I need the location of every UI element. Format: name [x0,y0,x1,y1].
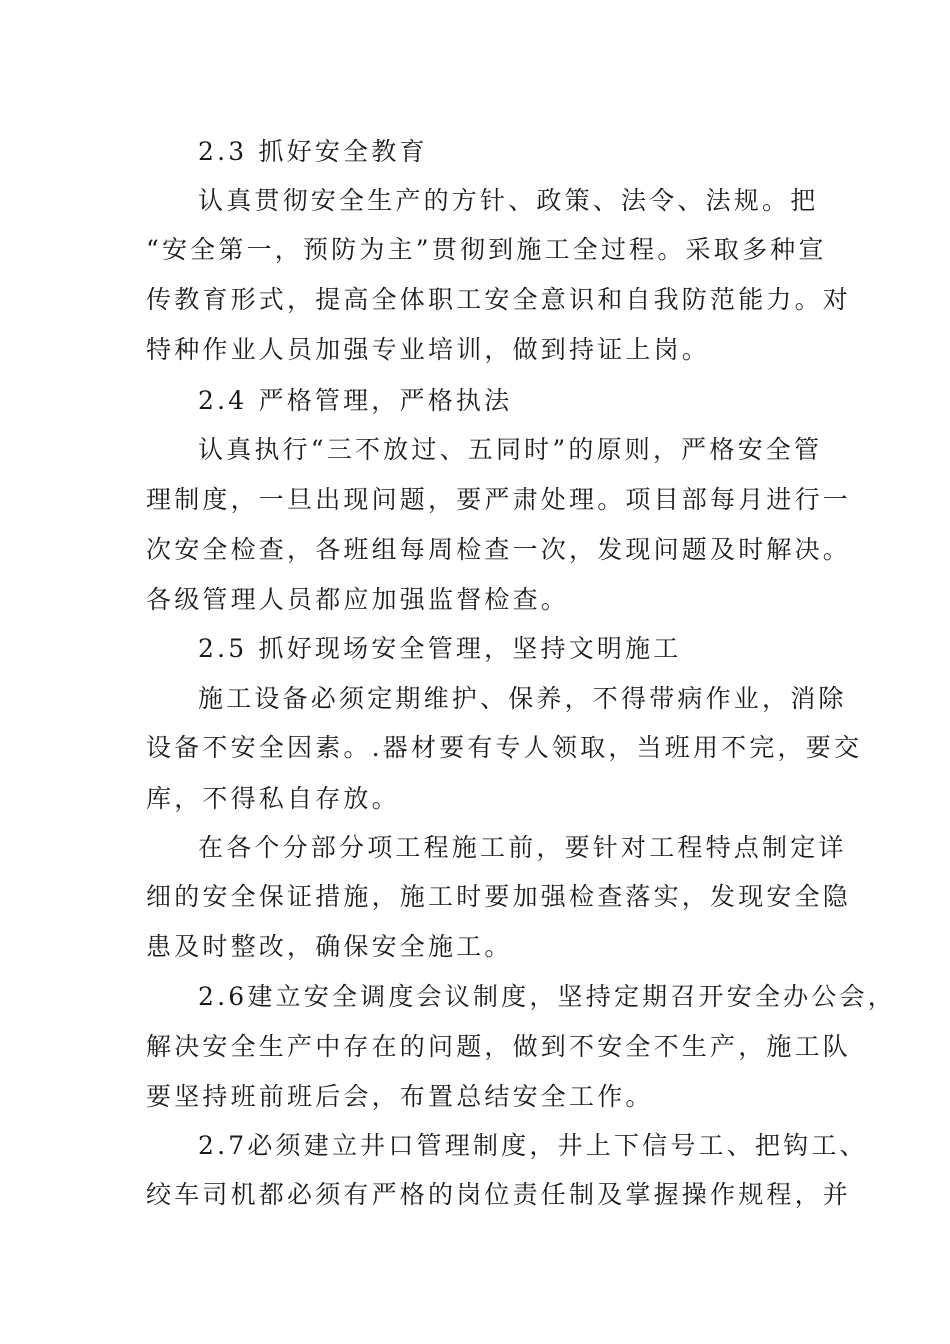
paragraph-line: 特种作业人员加强专业培训，做到持证上岗。 [146,335,711,364]
paragraph-line: 施工设备必须定期维护、保养，不得带病作业，消除 [198,684,847,713]
paragraph-line: 要坚持班前班后会，布置总结安全工作。 [146,1082,654,1111]
section-heading: 2.4 严格管理，严格执法 [198,386,513,415]
paragraph-line: 设备不安全因素。.器材要有专人领取，当班用不完，要交 [146,733,863,762]
paragraph-line: 次安全检查，各班组每周检查一次，发现问题及时解决。 [146,535,852,564]
paragraph-line: 2.7必须建立井口管理制度，井上下信号工、把钩工、 [198,1131,868,1160]
paragraph-line: 细的安全保证措施，施工时要加强检查落实，发现安全隐 [146,882,852,911]
paragraph-line: 2.6建立安全调度会议制度，坚持定期召开安全办公会， [198,982,896,1011]
paragraph-line: 绞车司机都必须有严格的岗位责任制及掌握操作规程，并 [146,1180,852,1209]
paragraph-line: 认真贯彻安全生产的方针、政策、法令、法规。把 [198,186,819,215]
paragraph-line: 库，不得私自存放。 [146,784,400,813]
paragraph-line: 患及时整改，确保安全施工。 [146,932,513,961]
paragraph-line: 各级管理人员都应加强监督检查。 [146,585,570,614]
paragraph-line: “安全第一，预防为主”贯彻到施工全过程。采取多种宣 [146,235,827,264]
paragraph-line: 认真执行“三不放过、五同时”的原则，严格安全管 [198,435,823,464]
paragraph-line: 在各个分部分项工程施工前，要针对工程特点制定详 [198,833,847,862]
section-heading: 2.5 抓好现场安全管理，坚持文明施工 [198,634,682,663]
paragraph-line: 理制度，一旦出现问题，要严肃处理。项目部每月进行一 [146,485,852,514]
paragraph-line: 传教育形式，提高全体职工安全意识和自我防范能力。对 [146,285,852,314]
section-heading: 2.3 抓好安全教育 [198,137,428,166]
paragraph-line: 解决安全生产中存在的问题，做到不安全不生产，施工队 [146,1032,852,1061]
